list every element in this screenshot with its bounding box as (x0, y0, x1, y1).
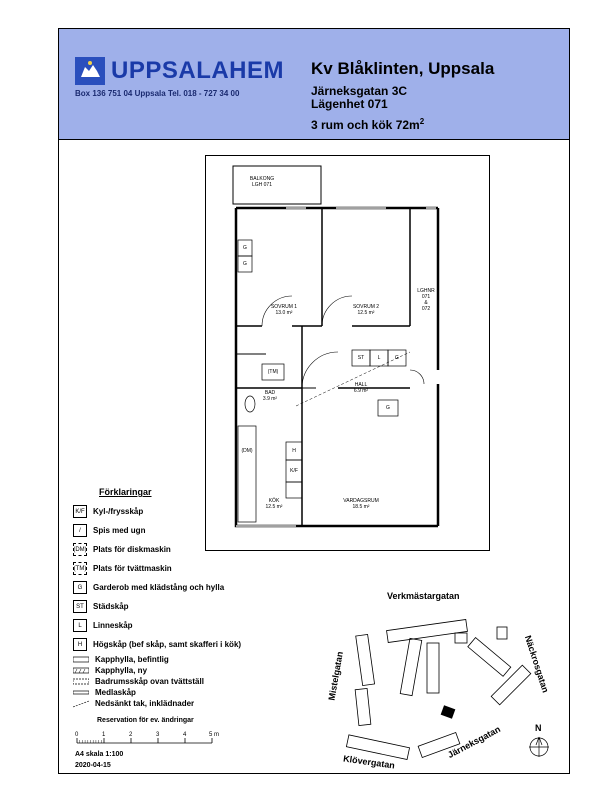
wardrobe-mark: G (386, 405, 390, 411)
cleaning-cabinet-icon: ST (73, 600, 87, 613)
room-area: 18.5 m² (352, 504, 370, 510)
scale-tick: 5 m (209, 732, 220, 738)
street-label: Mistelgatan (326, 650, 345, 702)
linen-cabinet-mark: L (377, 355, 381, 361)
stove-icon: / (73, 524, 87, 537)
plan-date: 2020-04-15 (75, 762, 111, 769)
brand-logo (75, 57, 284, 85)
room-label (326, 498, 396, 510)
legend-label: Badrumsskåp ovan tvättställ (95, 677, 204, 686)
room-name: HALL (354, 382, 368, 388)
legend-label: Spis med ugn (93, 526, 146, 535)
floor-plan-drawing (206, 156, 489, 550)
coat-shelf-new-icon (73, 667, 89, 675)
floor-plan (205, 155, 490, 551)
property-title: Kv Blåklinten, Uppsala (311, 59, 495, 78)
legend-label: Högskåp (bef skåp, samt skafferi i kök) (93, 640, 242, 649)
balcony-label (217, 176, 307, 188)
legend-item (73, 665, 241, 676)
room-name: SOVRUM 1 (270, 304, 298, 310)
wardrobe-mark: G (243, 245, 247, 251)
stairwell-line: & (424, 300, 428, 306)
area-unit-sup: 2 (419, 117, 425, 126)
room-area: 12.5 m² (357, 310, 375, 316)
legend-label: Nedsänkt tak, inklädnader (95, 699, 195, 708)
dishwasher-icon: (DM) (73, 543, 87, 556)
legend-label: Kyl-/frysskåp (93, 507, 144, 516)
legend-item (73, 698, 241, 709)
street-address (311, 85, 407, 111)
room-name: VARDAGSRUM (343, 498, 379, 504)
legend-label: Garderob med klädstång och hylla (93, 583, 225, 592)
stairwell-line: LGHNR (417, 288, 435, 294)
legend-title: Förklaringar (99, 487, 152, 497)
lowered-ceiling-icon (73, 700, 89, 708)
legend-item (73, 687, 241, 698)
legend-item (73, 635, 241, 654)
medicine-cabinet-icon (73, 689, 89, 697)
street-label: Verkmästargatan (387, 591, 460, 601)
legend-label: Kapphylla, befintlig (95, 655, 169, 664)
legend (73, 487, 241, 709)
floorplan-sheet (58, 28, 570, 774)
tall-cabinet-mark: H (292, 448, 296, 454)
coat-shelf-existing-icon (73, 656, 89, 664)
balcony-code: LGH 071 (251, 182, 272, 188)
apartment-number: Lägenhet 071 (311, 97, 388, 111)
room-name: KÖK (268, 498, 280, 504)
site-plan (317, 589, 567, 769)
header (59, 29, 569, 140)
legend-item (73, 521, 241, 540)
room-label (250, 390, 290, 402)
stairwell-label (413, 288, 439, 312)
room-area: 3.9 m² (262, 396, 278, 402)
room-label (336, 304, 396, 316)
washing-machine-mark: (TM) (267, 369, 279, 375)
wardrobe-mark: G (395, 355, 399, 361)
bathroom-cabinet-icon (73, 678, 89, 686)
legend-label: Medlaskåp (95, 688, 136, 697)
legend-label: Plats för tvättmaskin (93, 564, 172, 573)
street-label: Järneksgatan (446, 723, 502, 761)
room-area: 12.5 m² (265, 504, 283, 510)
room-name: SOVRUM 2 (352, 304, 380, 310)
fridge-icon: K/F (73, 505, 87, 518)
legend-item (73, 676, 241, 687)
legend-item (73, 597, 241, 616)
legend-label: Linneskåp (93, 621, 133, 630)
linen-cabinet-icon: L (73, 619, 87, 632)
tall-cabinet-icon: H (73, 638, 87, 651)
room-label (336, 382, 386, 394)
apartment-size (311, 117, 424, 132)
reservation-note: Reservation för ev. ändringar (97, 717, 194, 724)
scale-tick: 1 (102, 732, 106, 738)
legend-item (73, 616, 241, 635)
room-area: 6.9 m² (353, 388, 369, 394)
street-label: Klövergatan (342, 753, 396, 771)
brand-name: UPPSALAHEM (111, 57, 285, 84)
legend-label: Plats för diskmaskin (93, 545, 171, 554)
legend-item (73, 654, 241, 665)
cleaning-cabinet-mark: ST (357, 355, 365, 361)
stairwell-line: 071 (421, 294, 431, 300)
scale-tick: 3 (156, 732, 160, 738)
room-area: 13.0 m² (275, 310, 293, 316)
scale-tick: 2 (129, 732, 133, 738)
legend-item (73, 502, 241, 521)
scale-bar-graphic (75, 729, 225, 749)
fridge-freezer-mark: K/F (290, 468, 298, 474)
rooms-text: 3 rum och kök 72m (311, 118, 420, 132)
scale-tick: 4 (183, 732, 187, 738)
company-address: Box 136 751 04 Uppsala Tel. 018 - 727 34 00 (75, 89, 240, 98)
dishwasher-mark: (DM) (241, 448, 253, 454)
legend-label: Städskåp (93, 602, 129, 611)
street-label: Näckrosgatan (522, 634, 551, 694)
wardrobe-mark: G (243, 261, 247, 267)
room-label (254, 498, 294, 510)
balcony-name: BALKONG (249, 176, 275, 182)
wardrobe-icon: G (73, 581, 87, 594)
scale-tick: 0 (75, 732, 79, 738)
legend-item (73, 559, 241, 578)
scale-label: A4 skala 1:100 (75, 751, 124, 758)
legend-label: Kapphylla, ny (95, 666, 148, 675)
north-arrow-icon (529, 737, 549, 757)
coat-of-arms-icon (75, 57, 105, 85)
site-plan-drawing (317, 589, 567, 769)
street-name: Järneksgatan 3C (311, 84, 408, 98)
room-name: BAD (264, 390, 276, 396)
stairwell-line: 072 (421, 306, 431, 312)
room-label (254, 304, 314, 316)
washing-machine-icon: (TM) (73, 562, 87, 575)
north-label: N (535, 723, 542, 733)
legend-item (73, 540, 241, 559)
legend-item (73, 578, 241, 597)
